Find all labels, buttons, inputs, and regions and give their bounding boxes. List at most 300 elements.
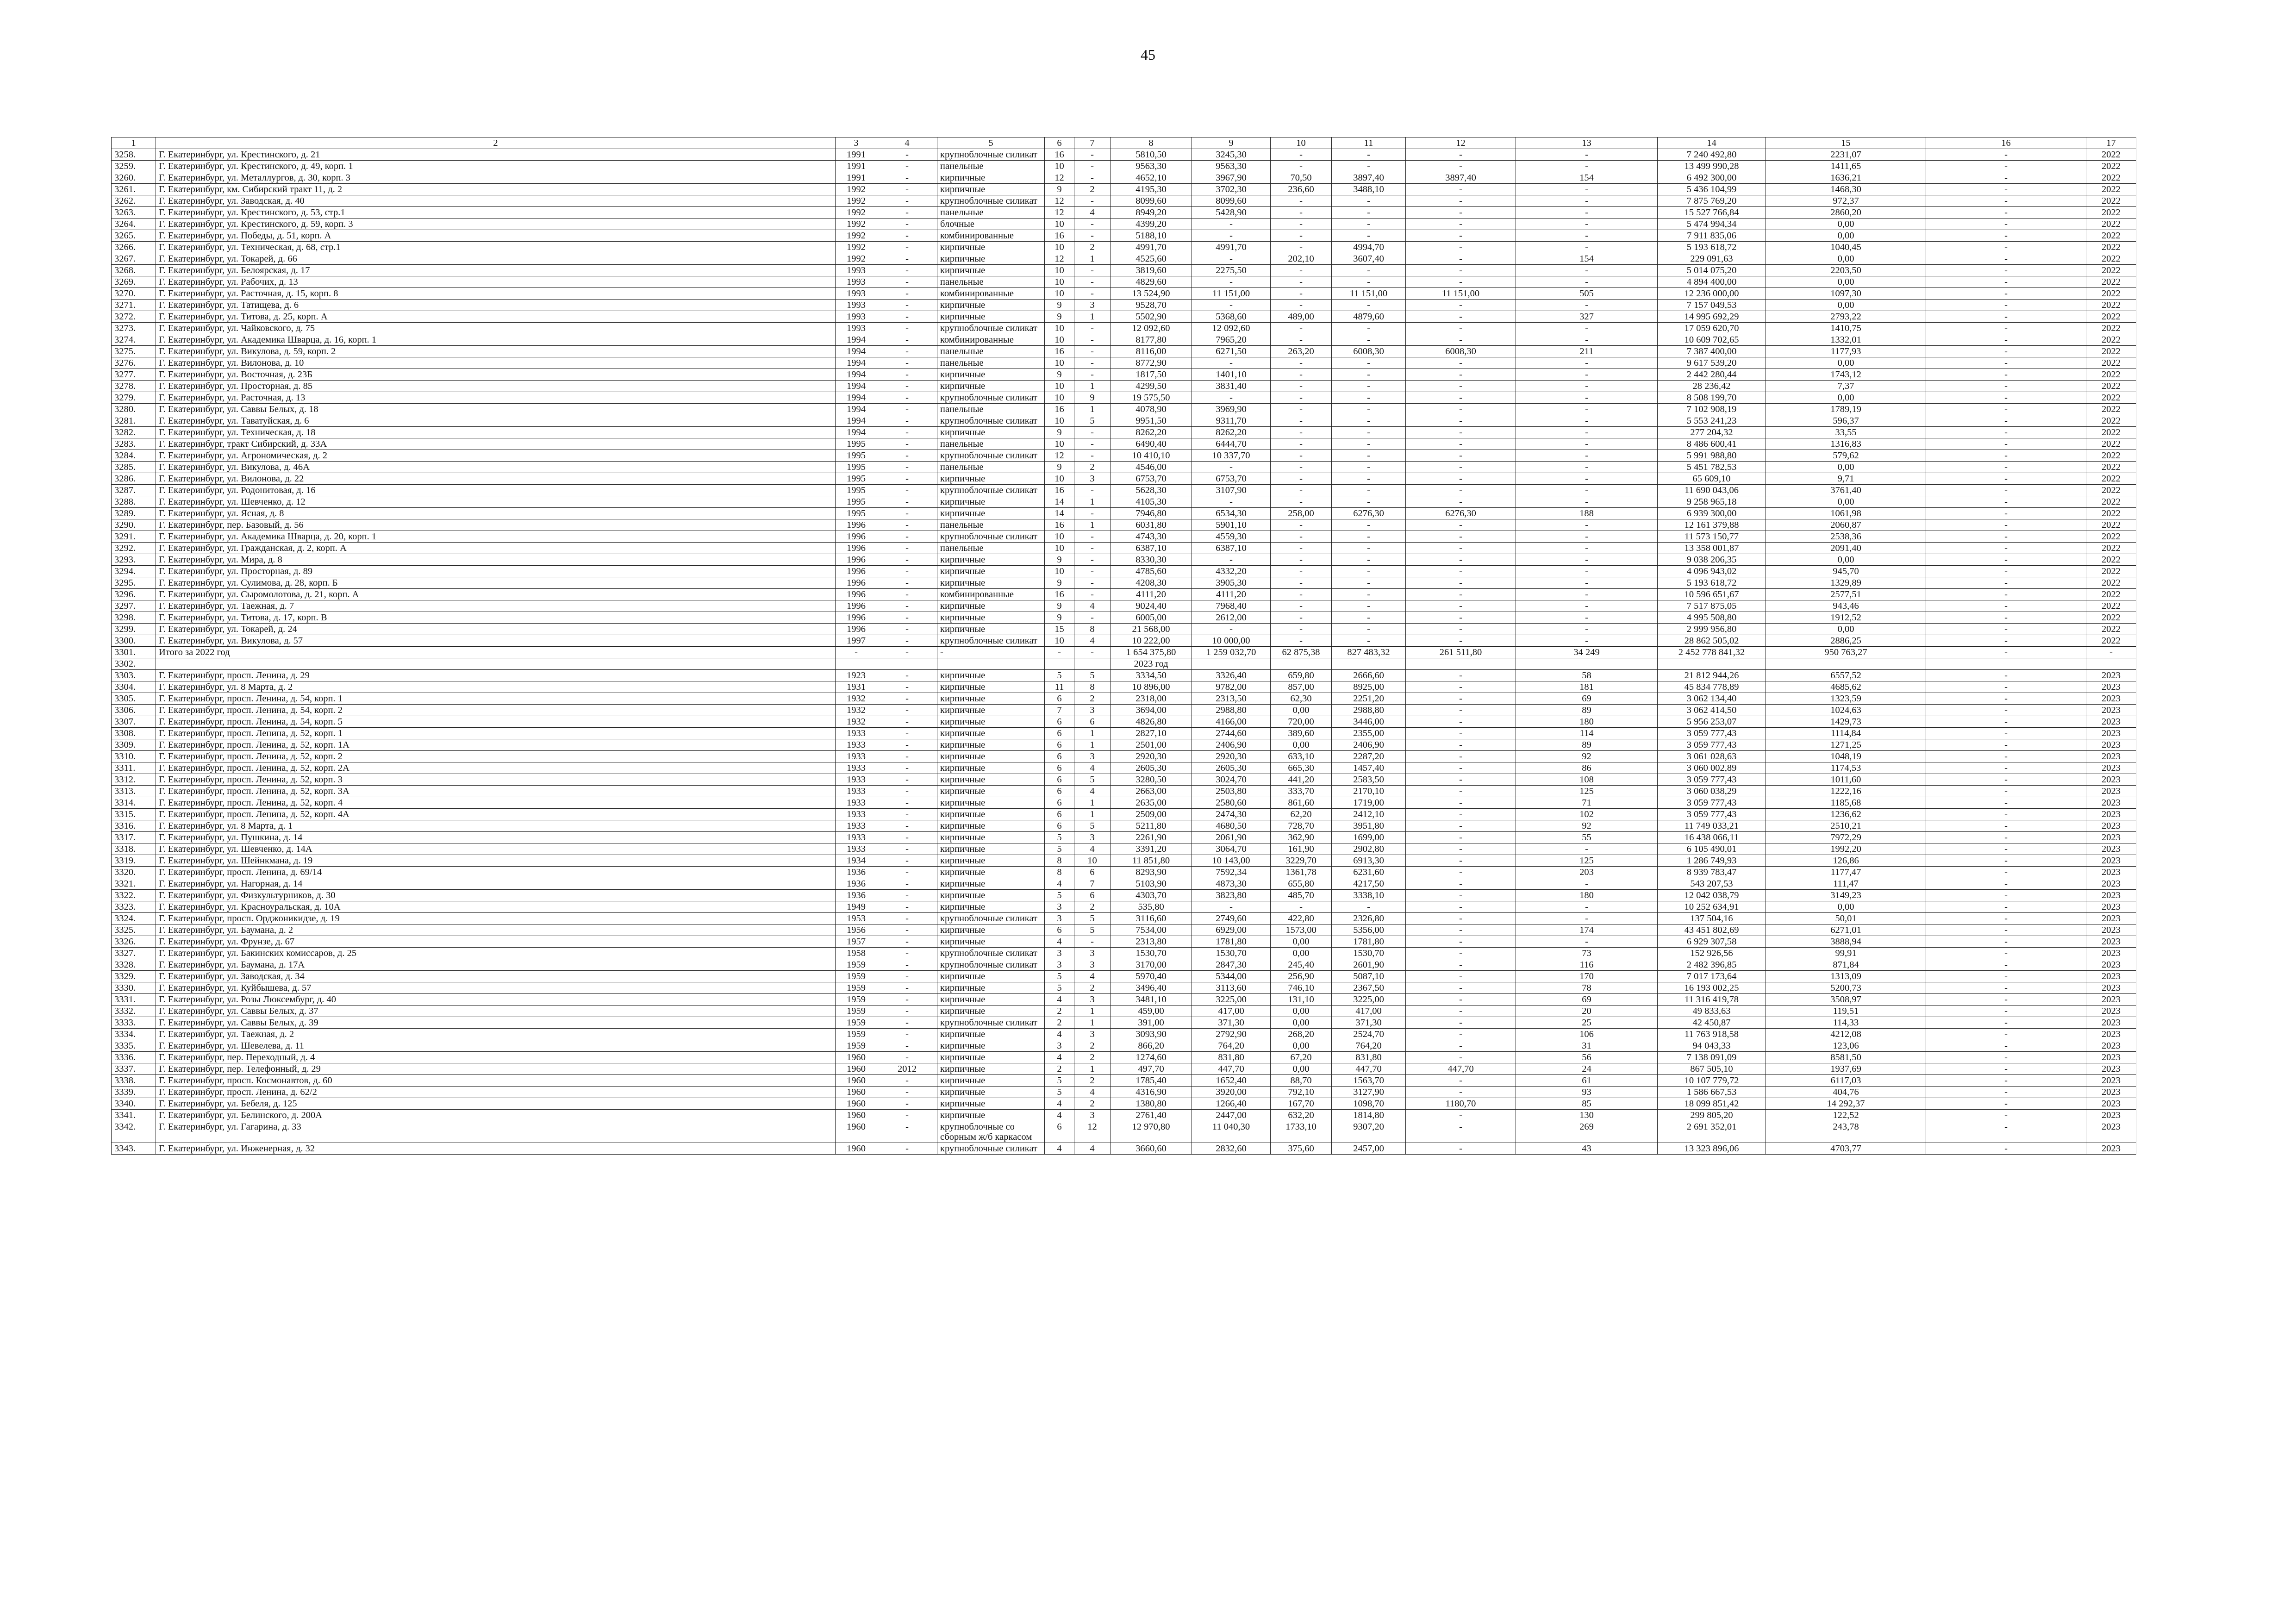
- cell-col-6: 10: [1045, 357, 1074, 369]
- cell-col-8: 2313,80: [1111, 936, 1192, 948]
- cell-col-10: 70,50: [1271, 172, 1332, 184]
- cell-col-1: 3316.: [112, 820, 156, 832]
- table-body: [112, 149, 2136, 1155]
- cell-col-5: кирпичные: [937, 936, 1045, 948]
- cell-col-7: -: [1074, 612, 1111, 624]
- table-row: [112, 647, 2136, 658]
- cell-col-4: -: [877, 519, 937, 531]
- cell-col-8: 10 222,00: [1111, 635, 1192, 647]
- table-row: [112, 149, 2136, 161]
- cell-col-13: 211: [1516, 346, 1658, 357]
- cell-col-7: -: [1074, 566, 1111, 577]
- cell-col-17: 2022: [2086, 450, 2136, 462]
- cell-col-9: 2503,80: [1192, 786, 1271, 797]
- table-row: [112, 1110, 2136, 1121]
- cell-col-6: 6: [1045, 751, 1074, 762]
- cell-col-13: -: [1516, 577, 1658, 589]
- cell-col-16: -: [1926, 334, 2086, 346]
- cell-col-13: -: [1516, 300, 1658, 311]
- cell-col-10: 333,70: [1271, 786, 1332, 797]
- column-number-row: [112, 137, 2136, 149]
- cell-col-15: 1114,84: [1766, 728, 1926, 739]
- cell-col-16: -: [1926, 531, 2086, 543]
- cell-col-14: 8 508 199,70: [1658, 392, 1766, 404]
- cell-col-13: 106: [1516, 1029, 1658, 1040]
- cell-col-12: -: [1406, 566, 1516, 577]
- cell-col-7: 2: [1074, 184, 1111, 195]
- table-row: [112, 195, 2136, 207]
- cell-col-12: -: [1406, 207, 1516, 219]
- cell-col-1: 3318.: [112, 843, 156, 855]
- cell-col-15: 2793,22: [1766, 311, 1926, 323]
- cell-col-11: -: [1332, 566, 1406, 577]
- cell-col-10: -: [1271, 149, 1332, 161]
- cell-col-15: 1236,62: [1766, 809, 1926, 820]
- cell-col-4: -: [877, 600, 937, 612]
- cell-col-1: 3281.: [112, 415, 156, 427]
- cell-col-14: 2 452 778 841,32: [1658, 647, 1766, 658]
- table-row: [112, 161, 2136, 172]
- cell-col-15: 50,01: [1766, 913, 1926, 924]
- cell-col-8: 1817,50: [1111, 369, 1192, 381]
- cell-col-13: 174: [1516, 924, 1658, 936]
- cell-col-2: Г. Екатеринбург, просп. Космонавтов, д. 60: [156, 1075, 836, 1087]
- cell-col-6: 3: [1045, 1040, 1074, 1052]
- cell-col-12: -: [1406, 149, 1516, 161]
- table-row: [112, 612, 2136, 624]
- table-row: [112, 751, 2136, 762]
- cell-col-4: -: [877, 971, 937, 982]
- cell-col-12: -: [1406, 462, 1516, 473]
- cell-col-16: -: [1926, 508, 2086, 519]
- cell-col-17: 2023: [2086, 959, 2136, 971]
- cell-col-13: -: [1516, 369, 1658, 381]
- cell-col-16: -: [1926, 265, 2086, 276]
- cell-col-5: крупноблочные силикат: [937, 323, 1045, 334]
- cell-col-16: -: [1926, 543, 2086, 554]
- cell-col-12: -: [1406, 739, 1516, 751]
- cell-col-13: -: [1516, 265, 1658, 276]
- cell-col-8: 8949,20: [1111, 207, 1192, 219]
- cell-col-16: -: [1926, 855, 2086, 867]
- cell-col-11: -: [1332, 554, 1406, 566]
- cell-col-9: 5368,60: [1192, 311, 1271, 323]
- cell-col-2: Г. Екатеринбург, ул. Титова, д. 25, корп. А: [156, 311, 836, 323]
- cell-col-8: 4316,90: [1111, 1087, 1192, 1098]
- cell-col-15: 404,76: [1766, 1087, 1926, 1098]
- cell-col-10: 665,30: [1271, 762, 1332, 774]
- cell-col-5: панельные: [937, 161, 1045, 172]
- cell-col-10: -: [1271, 323, 1332, 334]
- cell-col-11: 3897,40: [1332, 172, 1406, 184]
- cell-col-7: 3: [1074, 473, 1111, 485]
- cell-col-16: -: [1926, 693, 2086, 705]
- cell-col-12: -: [1406, 473, 1516, 485]
- table-row: [112, 1029, 2136, 1040]
- cell-col-1: 3286.: [112, 473, 156, 485]
- cell-col-9: 4111,20: [1192, 589, 1271, 600]
- cell-col-1: 3259.: [112, 161, 156, 172]
- cell-col-4: -: [877, 462, 937, 473]
- cell-col-4: -: [877, 184, 937, 195]
- cell-col-16: -: [1926, 936, 2086, 948]
- cell-col-10: 746,10: [1271, 982, 1332, 994]
- table-row: [112, 716, 2136, 728]
- cell-col-13: 43: [1516, 1143, 1658, 1155]
- cell-col-12: -: [1406, 681, 1516, 693]
- cell-col-4: -: [877, 288, 937, 300]
- cell-col-14: 3 059 777,43: [1658, 739, 1766, 751]
- cell-col-15: 2860,20: [1766, 207, 1926, 219]
- cell-col-1: 3287.: [112, 485, 156, 496]
- cell-col-14: 12 236 000,00: [1658, 288, 1766, 300]
- cell-col-9: 11 151,00: [1192, 288, 1271, 300]
- cell-col-11: 1699,00: [1332, 832, 1406, 843]
- cell-col-5: кирпичные: [937, 890, 1045, 901]
- cell-col-2: Г. Екатеринбург, просп. Ленина, д. 69/14: [156, 867, 836, 878]
- cell-col-12: -: [1406, 1121, 1516, 1143]
- cell-col-8: 12 970,80: [1111, 1121, 1192, 1143]
- cell-col-14: 1 586 667,53: [1658, 1087, 1766, 1098]
- cell-col-15: 579,62: [1766, 450, 1926, 462]
- cell-col-11: -: [1332, 300, 1406, 311]
- cell-col-7: 4: [1074, 786, 1111, 797]
- cell-col-4: -: [877, 681, 937, 693]
- cell-col-8: 9563,30: [1111, 161, 1192, 172]
- cell-col-1: 3325.: [112, 924, 156, 936]
- cell-col-9: 2612,00: [1192, 612, 1271, 624]
- cell-col-17: 2022: [2086, 219, 2136, 230]
- cell-col-13: -: [1516, 450, 1658, 462]
- cell-col-14: 11 749 033,21: [1658, 820, 1766, 832]
- cell-col-11: -: [1332, 195, 1406, 207]
- cell-col-14: 5 193 618,72: [1658, 577, 1766, 589]
- cell-col-15: 4703,77: [1766, 1143, 1926, 1155]
- cell-col-3: 1994: [836, 369, 877, 381]
- cell-col-16: -: [1926, 890, 2086, 901]
- cell-col-11: -: [1332, 415, 1406, 427]
- cell-col-8: 4299,50: [1111, 381, 1192, 392]
- cell-col-2: Г. Екатеринбург, ул. Сыромолотова, д. 21, корп. А: [156, 589, 836, 600]
- cell-col-2: Г. Екатеринбург, тракт Сибирский, д. 33А: [156, 438, 836, 450]
- cell-col-12: -: [1406, 1075, 1516, 1087]
- cell-col-16: -: [1926, 219, 2086, 230]
- cell-col-4: -: [877, 751, 937, 762]
- cell-col-2: Г. Екатеринбург, ул. Бакинских комиссаров, д. 25: [156, 948, 836, 959]
- cell-col-16: -: [1926, 184, 2086, 195]
- cell-col-2: Г. Екатеринбург, ул. Заводская, д. 40: [156, 195, 836, 207]
- cell-col-6: 16: [1045, 149, 1074, 161]
- cell-col-9: 7592,34: [1192, 867, 1271, 878]
- cell-col-8: 2635,00: [1111, 797, 1192, 809]
- cell-col-6: 16: [1045, 589, 1074, 600]
- cell-col-12: -: [1406, 265, 1516, 276]
- cell-col-15: 1912,52: [1766, 612, 1926, 624]
- cell-col-6: 6: [1045, 728, 1074, 739]
- cell-col-16: -: [1926, 242, 2086, 253]
- cell-col-13: 61: [1516, 1075, 1658, 1087]
- cell-col-8: 4111,20: [1111, 589, 1192, 600]
- cell-col-7: -: [1074, 230, 1111, 242]
- cell-col-15: 1024,63: [1766, 705, 1926, 716]
- cell-col-5: кирпичные: [937, 381, 1045, 392]
- cell-col-12: -: [1406, 878, 1516, 890]
- cell-col-3: 1996: [836, 531, 877, 543]
- cell-col-7: 5: [1074, 913, 1111, 924]
- table-row: [112, 948, 2136, 959]
- cell-col-13: -: [1516, 357, 1658, 369]
- cell-col-9: 2847,30: [1192, 959, 1271, 971]
- cell-col-12: -: [1406, 600, 1516, 612]
- table-row: [112, 890, 2136, 901]
- cell-col-17: 2022: [2086, 577, 2136, 589]
- cell-col-4: -: [877, 1040, 937, 1052]
- cell-col-12: -: [1406, 589, 1516, 600]
- table-row: [112, 820, 2136, 832]
- cell-col-5: кирпичные: [937, 693, 1045, 705]
- cell-col-7: 1: [1074, 728, 1111, 739]
- cell-col-14: 11 763 918,58: [1658, 1029, 1766, 1040]
- cell-col-4: -: [877, 438, 937, 450]
- cell-col-9: 2744,60: [1192, 728, 1271, 739]
- cell-col-16: -: [1926, 716, 2086, 728]
- cell-col-4: -: [877, 531, 937, 543]
- cell-col-2: Г. Екатеринбург, ул. Крестинского, д. 53, стр.1: [156, 207, 836, 219]
- cell-col-16: -: [1926, 647, 2086, 658]
- cell-col-13: 92: [1516, 751, 1658, 762]
- table-row: [112, 311, 2136, 323]
- cell-col-3: 1991: [836, 149, 877, 161]
- cell-col-6: 10: [1045, 242, 1074, 253]
- cell-col-1: 3307.: [112, 716, 156, 728]
- cell-col-2: Г. Екатеринбург, просп. Ленина, д. 29: [156, 670, 836, 681]
- cell-col-14: 3 059 777,43: [1658, 809, 1766, 820]
- cell-col-4: -: [877, 230, 937, 242]
- cell-col-5: крупноблочные силикат: [937, 450, 1045, 462]
- cell-col-13: 69: [1516, 693, 1658, 705]
- cell-col-7: -: [1074, 219, 1111, 230]
- cell-col-3: 1959: [836, 994, 877, 1006]
- cell-col-9: 11 040,30: [1192, 1121, 1271, 1143]
- cell-col-5: кирпичные: [937, 1040, 1045, 1052]
- cell-col-11: 11 151,00: [1332, 288, 1406, 300]
- cell-col-6: 2: [1045, 1006, 1074, 1017]
- cell-col-15: 1097,30: [1766, 288, 1926, 300]
- cell-col-14: 9 617 539,20: [1658, 357, 1766, 369]
- cell-col-1: 3275.: [112, 346, 156, 357]
- cell-col-13: [1516, 658, 1658, 670]
- cell-col-13: -: [1516, 242, 1658, 253]
- cell-col-15: 3888,94: [1766, 936, 1926, 948]
- cell-col-2: [156, 658, 836, 670]
- cell-col-7: 5: [1074, 924, 1111, 936]
- cell-col-5: кирпичные: [937, 843, 1045, 855]
- cell-col-5: кирпичные: [937, 739, 1045, 751]
- cell-col-14: 7 157 049,53: [1658, 300, 1766, 311]
- cell-col-9: 2792,90: [1192, 1029, 1271, 1040]
- cell-col-11: 2406,90: [1332, 739, 1406, 751]
- cell-col-3: 1995: [836, 473, 877, 485]
- cell-col-14: 13 499 990,28: [1658, 161, 1766, 172]
- cell-col-14: 15 527 766,84: [1658, 207, 1766, 219]
- cell-col-15: 2510,21: [1766, 820, 1926, 832]
- cell-col-1: 3326.: [112, 936, 156, 948]
- cell-col-7: -: [1074, 334, 1111, 346]
- cell-col-9: 1781,80: [1192, 936, 1271, 948]
- cell-col-1: 3297.: [112, 600, 156, 612]
- cell-col-7: -: [1074, 276, 1111, 288]
- cell-col-11: 3338,10: [1332, 890, 1406, 901]
- cell-col-2: Г. Екатеринбург, просп. Орджоникидзе, д. 19: [156, 913, 836, 924]
- cell-col-1: 3293.: [112, 554, 156, 566]
- table-row: [112, 369, 2136, 381]
- cell-col-16: -: [1926, 496, 2086, 508]
- cell-col-12: -: [1406, 751, 1516, 762]
- cell-col-4: -: [877, 195, 937, 207]
- cell-col-5: кирпичные: [937, 971, 1045, 982]
- cell-col-4: -: [877, 381, 937, 392]
- cell-col-2: Г. Екатеринбург, ул. Расточная, д. 15, корп. 8: [156, 288, 836, 300]
- cell-col-9: 2920,30: [1192, 751, 1271, 762]
- cell-col-5: кирпичные: [937, 855, 1045, 867]
- cell-col-8: 4195,30: [1111, 184, 1192, 195]
- cell-col-12: -: [1406, 253, 1516, 265]
- cell-col-16: -: [1926, 323, 2086, 334]
- cell-col-7: 1: [1074, 519, 1111, 531]
- table-row: [112, 878, 2136, 890]
- cell-col-5: кирпичные: [937, 253, 1045, 265]
- cell-col-11: -: [1332, 438, 1406, 450]
- cell-col-13: -: [1516, 936, 1658, 948]
- cell-col-10: -: [1271, 288, 1332, 300]
- cell-col-8: 21 568,00: [1111, 624, 1192, 635]
- cell-col-12: 1180,70: [1406, 1098, 1516, 1110]
- cell-col-15: 2886,25: [1766, 635, 1926, 647]
- cell-col-11: 2902,80: [1332, 843, 1406, 855]
- cell-col-15: 122,52: [1766, 1110, 1926, 1121]
- cell-col-8: 3093,90: [1111, 1029, 1192, 1040]
- cell-col-14: 12 042 038,79: [1658, 890, 1766, 901]
- cell-col-1: 3336.: [112, 1052, 156, 1063]
- cell-col-10: 485,70: [1271, 890, 1332, 901]
- cell-col-8: 13 524,90: [1111, 288, 1192, 300]
- cell-col-1: 3306.: [112, 705, 156, 716]
- cell-col-5: кирпичные: [937, 705, 1045, 716]
- column-header-11: 11: [1332, 137, 1406, 149]
- cell-col-11: 1563,70: [1332, 1075, 1406, 1087]
- cell-col-7: -: [1074, 369, 1111, 381]
- cell-col-6: 6: [1045, 739, 1074, 751]
- table-row: [112, 554, 2136, 566]
- table-row: [112, 253, 2136, 265]
- cell-col-13: 93: [1516, 1087, 1658, 1098]
- cell-col-8: 12 092,60: [1111, 323, 1192, 334]
- cell-col-3: 1960: [836, 1143, 877, 1155]
- cell-col-16: -: [1926, 1029, 2086, 1040]
- table-row: [112, 276, 2136, 288]
- cell-col-11: 827 483,32: [1332, 647, 1406, 658]
- cell-col-12: 447,70: [1406, 1063, 1516, 1075]
- table-row: [112, 485, 2136, 496]
- cell-col-7: 2: [1074, 1098, 1111, 1110]
- cell-col-14: 152 926,56: [1658, 948, 1766, 959]
- cell-col-17: 2022: [2086, 161, 2136, 172]
- cell-col-14: 45 834 778,89: [1658, 681, 1766, 693]
- cell-col-12: -: [1406, 797, 1516, 809]
- column-header-17: 17: [2086, 137, 2136, 149]
- cell-col-3: 1994: [836, 404, 877, 415]
- cell-col-17: 2023: [2086, 681, 2136, 693]
- cell-col-6: 10: [1045, 334, 1074, 346]
- cell-col-4: -: [877, 543, 937, 554]
- cell-col-1: 3327.: [112, 948, 156, 959]
- cell-col-16: -: [1926, 404, 2086, 415]
- housing-register-table: [111, 137, 2136, 1155]
- cell-col-13: -: [1516, 415, 1658, 427]
- cell-col-17: 2023: [2086, 1063, 2136, 1075]
- cell-col-5: кирпичные: [937, 300, 1045, 311]
- cell-col-5: кирпичные: [937, 554, 1045, 566]
- cell-col-1: 3282.: [112, 427, 156, 438]
- cell-col-15: 14 292,37: [1766, 1098, 1926, 1110]
- cell-col-12: -: [1406, 276, 1516, 288]
- cell-col-14: 6 105 490,01: [1658, 843, 1766, 855]
- cell-col-16: -: [1926, 728, 2086, 739]
- cell-col-2: Г. Екатеринбург, ул. Академика Шварца, д. 20, корп. 1: [156, 531, 836, 543]
- cell-col-12: -: [1406, 832, 1516, 843]
- cell-col-11: 3446,00: [1332, 716, 1406, 728]
- cell-col-3: 1992: [836, 219, 877, 230]
- cell-col-16: -: [1926, 924, 2086, 936]
- cell-col-2: Г. Екатеринбург, ул. Сулимова, д. 28, корп. Б: [156, 577, 836, 589]
- cell-col-11: 4217,50: [1332, 878, 1406, 890]
- table-row: [112, 739, 2136, 751]
- cell-col-2: Г. Екатеринбург, ул. Белоярская, д. 17: [156, 265, 836, 276]
- cell-col-17: 2022: [2086, 207, 2136, 219]
- cell-col-4: -: [877, 739, 937, 751]
- cell-col-11: -: [1332, 531, 1406, 543]
- cell-col-14: 11 316 419,78: [1658, 994, 1766, 1006]
- cell-col-15: 596,37: [1766, 415, 1926, 427]
- cell-col-1: 3304.: [112, 681, 156, 693]
- cell-col-4: -: [877, 809, 937, 820]
- table-row: [112, 705, 2136, 716]
- cell-col-16: -: [1926, 207, 2086, 219]
- cell-col-15: 1332,01: [1766, 334, 1926, 346]
- table-row: [112, 357, 2136, 369]
- cell-col-7: 5: [1074, 820, 1111, 832]
- table-row: [112, 924, 2136, 936]
- cell-col-14: 5 436 104,99: [1658, 184, 1766, 195]
- table-row: [112, 1143, 2136, 1155]
- cell-col-10: 792,10: [1271, 1087, 1332, 1098]
- cell-col-6: 10: [1045, 531, 1074, 543]
- cell-col-17: 2023: [2086, 867, 2136, 878]
- cell-col-4: -: [877, 901, 937, 913]
- cell-col-14: 3 062 134,40: [1658, 693, 1766, 705]
- cell-col-4: -: [877, 959, 937, 971]
- cell-col-16: -: [1926, 1110, 2086, 1121]
- cell-col-7: -: [1074, 508, 1111, 519]
- cell-col-1: 3264.: [112, 219, 156, 230]
- cell-col-8: 4826,80: [1111, 716, 1192, 728]
- cell-col-8: 9024,40: [1111, 600, 1192, 612]
- cell-col-1: 3309.: [112, 739, 156, 751]
- cell-col-4: -: [877, 207, 937, 219]
- cell-col-17: 2022: [2086, 288, 2136, 300]
- cell-col-14: 3 059 777,43: [1658, 728, 1766, 739]
- cell-col-11: -: [1332, 161, 1406, 172]
